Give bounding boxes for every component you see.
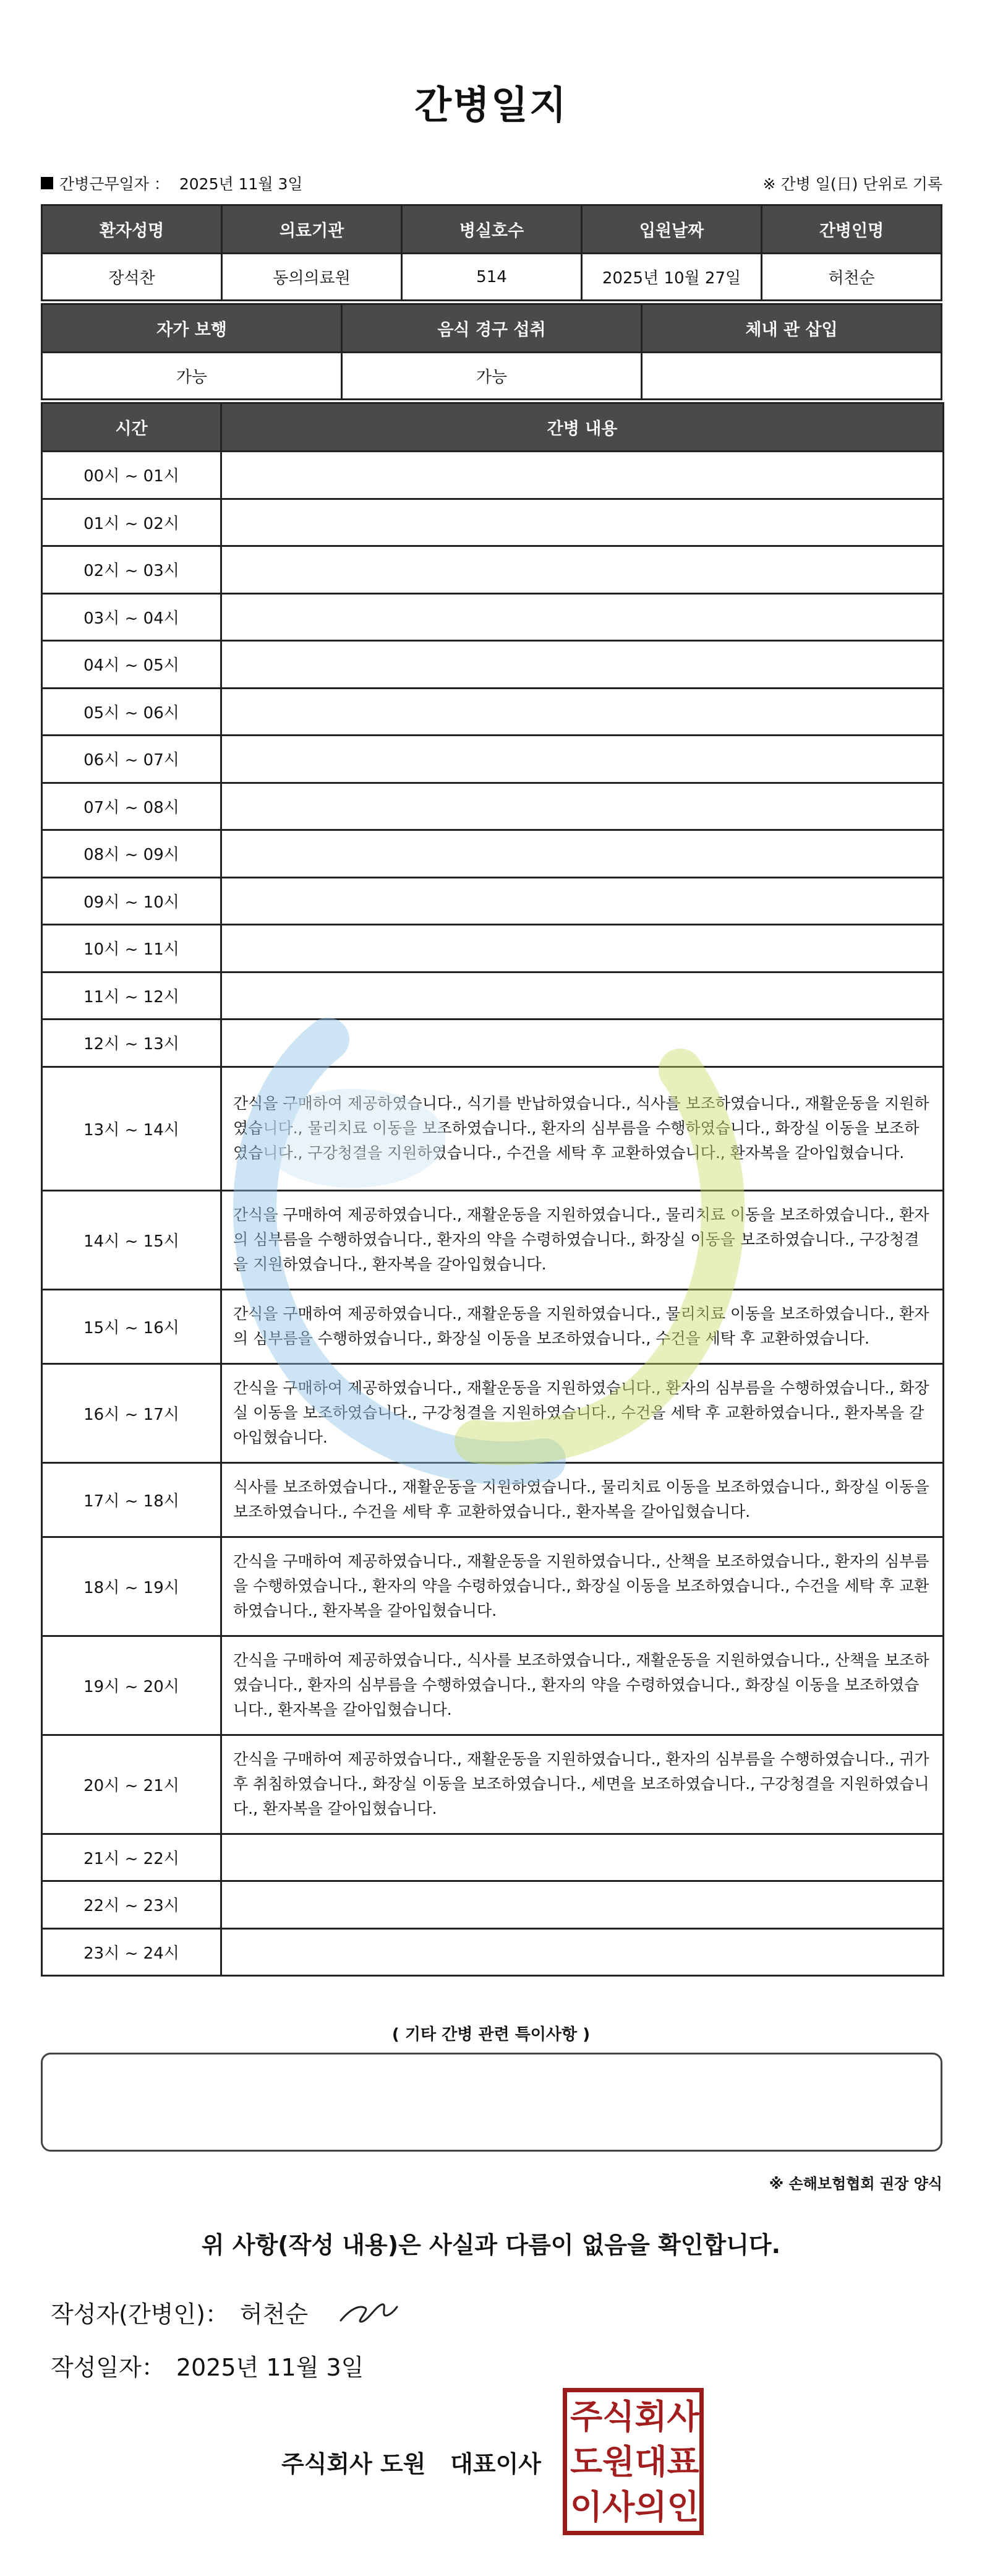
writer-name: 허천순 [239,2301,309,2328]
written-date-label: 작성일자： [51,2354,165,2381]
log-time-cell: 12시 ~ 13시 [42,1020,221,1067]
document-title: 간병일지 [414,82,568,127]
log-time-cell: 15시 ~ 16시 [42,1289,221,1363]
log-time-cell: 01시 ~ 02시 [42,499,221,546]
log-content-cell[interactable] [221,783,944,830]
log-time-cell: 00시 ~ 01시 [42,452,221,499]
log-content-cell[interactable]: 간식을 구매하여 제공하였습니다., 재활운동을 지원하였습니다., 물리치료 이동을 보조하였습니다., 환자의 심부름을 수행하였습니다., 환자의 약을 수령하였습니다., 화장실 이동을 보조하였습니다., 구강청결을 지원하였습니다., 환자복을 갈아입혔습니다. [221,1190,944,1289]
log-time-cell: 09시 ~ 10시 [42,877,221,925]
log-content-cell[interactable]: 간식을 구매하여 제공하였습니다., 재활운동을 지원하였습니다., 산책을 보조하였습니다., 환자의 심부름을 수행하였습니다., 환자의 약을 수령하였습니다., 화장실 이동을 보조하였습니다., 수건을 세탁 후 교환하였습니다., 환자복을 갈아입혔습니다. [221,1537,944,1636]
log-row [42,452,944,499]
notes-box[interactable] [41,2053,942,2152]
log-row [42,1190,944,1289]
seal-character: 식 [602,2397,635,2437]
admission-date: 2025년 10월 27일 [582,254,762,301]
log-time-cell: 10시 ~ 11시 [42,925,221,972]
header-self-walking: 자가 보행 [42,304,342,353]
header-caregiver-name: 간병인명 [762,205,942,254]
seal-character: 주 [570,2397,603,2437]
log-row [42,1067,944,1190]
patient-info-table [41,204,942,301]
log-time-cell: 05시 ~ 06시 [42,688,221,736]
patient-table-header-row [42,205,942,254]
log-content-cell[interactable]: 간식을 구매하여 제공하였습니다., 식기를 반납하였습니다., 식사를 보조하였습니다., 재활운동을 지원하였습니다., 물리치료 이동을 보조하였습니다., 환자의 심부름을 수행하였습니다., 화장실 이동을 보조하였습니다., 구강청결을 지원하였습니다., 수건을 세탁 후 교환하였습니다., 환자복을 갈아입혔습니다. [221,1067,944,1190]
log-content-cell[interactable]: 간식을 구매하여 제공하였습니다., 재활운동을 지원하였습니다., 환자의 심부름을 수행하였습니다., 귀가 후 취침하였습니다., 화장실 이동을 보조하였습니다., 세면을 보조하였습니다., 구강청결을 지원하였습니다., 환자복을 갈아입혔습니다. [221,1735,944,1834]
log-row [42,1462,944,1537]
room-number: 514 [402,254,582,301]
log-row [42,499,944,546]
patient-name: 장석찬 [42,254,222,301]
care-date-label: 간병근무일자 ： [59,175,169,193]
log-time-cell: 13시 ~ 14시 [42,1067,221,1190]
confirmation-statement: 위 사항(작성 내용)은 사실과 다름이 없음을 확인합니다. [201,2231,781,2259]
log-content-cell[interactable] [221,452,944,499]
header-hospital: 의료기관 [222,205,402,254]
seal-character: 사 [602,2486,635,2527]
log-content-cell[interactable] [221,877,944,925]
self-walking-value: 가능 [42,353,342,400]
log-time-cell: 02시 ~ 03시 [42,546,221,594]
log-content-cell[interactable] [221,499,944,546]
seal-character: 인 [667,2486,699,2527]
log-content-cell[interactable] [221,972,944,1020]
unit-note: ※ 간병 일(日) 단위로 기록 [762,175,942,193]
hospital: 동의의료원 [222,254,402,301]
seal-character: 대 [634,2441,667,2481]
log-time-cell: 22시 ~ 23시 [42,1881,221,1929]
log-time-cell: 23시 ~ 24시 [42,1928,221,1976]
log-row [42,688,944,736]
seal-character: 표 [667,2441,699,2481]
log-time-cell: 08시 ~ 09시 [42,830,221,878]
log-row [42,972,944,1020]
company-seal [563,2388,704,2535]
log-time-cell: 18시 ~ 19시 [42,1537,221,1636]
seal-character: 의 [634,2486,667,2527]
header-tube-insertion: 체내 관 삽입 [642,304,942,353]
log-content-cell[interactable]: 식사를 보조하였습니다., 재활운동을 지원하였습니다., 물리치료 이동을 보조하였습니다., 화장실 이동을 보조하였습니다., 수건을 세탁 후 교환하였습니다., 환자복을 갈아입혔습니다. [221,1462,944,1537]
log-time-cell: 14시 ~ 15시 [42,1190,221,1289]
log-time-cell: 21시 ~ 22시 [42,1834,221,1881]
log-time-cell: 11시 ~ 12시 [42,972,221,1020]
log-content-cell[interactable] [221,1020,944,1067]
seal-characters [570,2394,699,2529]
care-date-value: 2025년 11월 3일 [179,175,303,193]
log-row [42,641,944,689]
log-table-header-row [42,403,944,452]
seal-character: 이 [570,2486,603,2527]
log-row [42,1363,944,1462]
log-time-cell: 16시 ~ 17시 [42,1363,221,1462]
header-room-number: 병실호수 [402,205,582,254]
log-content-cell[interactable] [221,925,944,972]
care-log-table [41,402,944,1977]
log-time-cell: 04시 ~ 05시 [42,641,221,689]
caregiver-name: 허천순 [762,254,942,301]
log-row [42,1834,944,1881]
log-time-cell: 19시 ~ 20시 [42,1636,221,1735]
seal-character: 사 [667,2397,699,2437]
seal-character: 회 [634,2397,667,2437]
seal-character: 도 [570,2441,603,2481]
log-row [42,925,944,972]
writer-label: 작성자(간병인)： [51,2301,229,2328]
log-row [42,1881,944,1929]
log-time-cell: 07시 ~ 08시 [42,783,221,830]
oral-intake-value: 가능 [342,353,642,400]
log-row [42,593,944,641]
log-time-cell: 03시 ~ 04시 [42,593,221,641]
header-patient-name: 환자성명 [42,205,222,254]
log-row [42,783,944,830]
patient-table-value-row [42,254,942,301]
patient-status-table [41,303,942,400]
log-row [42,736,944,783]
log-time-cell: 06시 ~ 07시 [42,736,221,783]
log-row [42,1537,944,1636]
log-content-cell[interactable] [221,593,944,641]
status-table-header-row [42,304,942,353]
log-row [42,1928,944,1976]
black-square-icon [41,177,53,189]
log-content-cell[interactable]: 간식을 구매하여 제공하였습니다., 식사를 보조하였습니다., 재활운동을 지원하였습니다., 산책을 보조하였습니다., 환자의 심부름을 수행하였습니다., 환자의 약을 수령하였습니다., 화장실 이동을 보조하였습니다., 환자복을 갈아입혔습니다. [221,1636,944,1735]
log-content-cell[interactable] [221,546,944,594]
log-row [42,877,944,925]
log-content-cell[interactable] [221,1928,944,1976]
seal-character: 원 [602,2441,635,2481]
header-oral-intake: 음식 경구 섭취 [342,304,642,353]
notes-title: ( 기타 간병 관련 특이사항 ) [391,2025,591,2044]
log-row [42,1636,944,1735]
log-content-cell[interactable] [221,641,944,689]
log-table-body [42,452,944,1976]
log-row [42,1735,944,1834]
tube-insertion-value [642,353,942,400]
log-time-cell: 17시 ~ 18시 [42,1462,221,1537]
log-content-cell[interactable] [221,1834,944,1881]
log-time-cell: 20시 ~ 21시 [42,1735,221,1834]
writer-row [51,2295,399,2329]
log-content-cell[interactable]: 간식을 구매하여 제공하였습니다., 재활운동을 지원하였습니다., 물리치료 이동을 보조하였습니다., 환자의 심부름을 수행하였습니다., 화장실 이동을 보조하였습니다., 수건을 세탁 후 교환하였습니다. [221,1289,944,1363]
log-row [42,830,944,878]
status-table-value-row [42,353,942,400]
recommendation-note: ※ 손해보험협회 권장 양식 [769,2175,942,2192]
log-content-cell[interactable] [221,688,944,736]
written-date-value: 2025년 11월 3일 [176,2354,364,2381]
log-content-cell[interactable] [221,1881,944,1929]
header-time: 시간 [42,403,221,452]
log-row [42,1020,944,1067]
meta-row [41,172,942,194]
header-care-content: 간병 내용 [221,403,944,452]
company-representative: 주식회사 도원 대표이사 [281,2450,541,2478]
log-row [42,546,944,594]
header-admission-date: 입원날짜 [582,205,762,254]
log-content-cell[interactable] [221,736,944,783]
written-date-row [51,2348,364,2382]
signature-icon [338,2297,399,2328]
log-row [42,1289,944,1363]
log-content-cell[interactable] [221,830,944,878]
log-content-cell[interactable]: 간식을 구매하여 제공하였습니다., 재활운동을 지원하였습니다., 환자의 심부름을 수행하였습니다., 화장실 이동을 보조하였습니다., 구강청결을 지원하였습니다., 수건을 세탁 후 교환하였습니다., 환자복을 갈아입혔습니다. [221,1363,944,1462]
care-date [41,172,303,194]
